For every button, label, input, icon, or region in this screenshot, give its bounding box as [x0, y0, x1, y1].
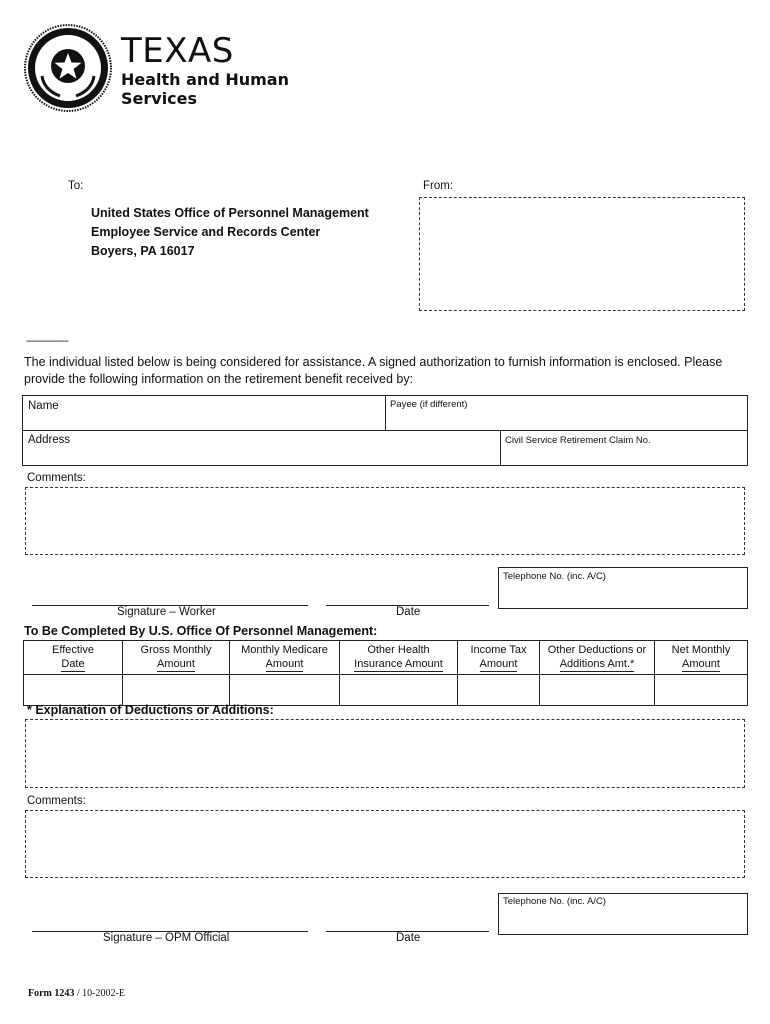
logo-subtitle	[121, 70, 289, 108]
from-label: From:	[423, 180, 454, 192]
col-divider	[385, 395, 386, 430]
table-cell[interactable]	[123, 675, 230, 706]
opm-benefit-table	[23, 640, 748, 706]
opm-comments-box[interactable]	[25, 810, 745, 878]
row-divider	[22, 430, 748, 431]
address-field[interactable]: Address	[28, 434, 71, 446]
from-address-box[interactable]	[419, 197, 745, 311]
form-version: / 10-2002-E	[74, 988, 125, 999]
form-number	[28, 988, 125, 999]
signature-worker-label: Signature – Worker	[117, 606, 216, 618]
opm-telephone-label: Telephone No. (inc. A/C)	[503, 896, 606, 907]
opm-date-label: Date	[396, 932, 421, 944]
explanation-title: * Explanation of Deductions or Additions:	[27, 703, 274, 717]
to-address-line: Boyers, PA 16017	[91, 244, 195, 258]
logo-title: TEXAS	[121, 31, 234, 71]
column-header: Income Tax Amount	[458, 641, 540, 675]
to-address-line: Employee Service and Records Center	[91, 225, 321, 239]
table-cell[interactable]	[24, 675, 123, 706]
table-cell[interactable]	[340, 675, 458, 706]
table-header-row	[24, 641, 748, 675]
table-cell[interactable]	[540, 675, 655, 706]
column-header: Gross Monthly Amount	[123, 641, 230, 675]
col-divider	[500, 430, 501, 466]
column-header: Effective Date	[24, 641, 123, 675]
to-address	[91, 204, 369, 261]
intro-text	[24, 354, 744, 388]
separator: ------------------	[26, 336, 68, 347]
column-header: Other Health Insurance Amount	[340, 641, 458, 675]
explanation-box[interactable]	[25, 719, 745, 788]
column-header: Net Monthly Amount	[655, 641, 748, 675]
comments-box[interactable]	[25, 487, 745, 555]
logo-line-3: Services	[121, 89, 198, 108]
name-field[interactable]: Name	[28, 400, 59, 412]
column-header: Other Deductions or Additions Amt.*	[540, 641, 655, 675]
column-header: Monthly Medicare Amount	[230, 641, 340, 675]
form-id: Form 1243	[28, 988, 75, 999]
opm-section-title: To Be Completed By U.S. Office Of Personnel Management:	[24, 624, 378, 638]
date-label: Date	[396, 606, 421, 618]
signature-official-label: Signature – OPM Official	[103, 932, 230, 944]
payee-field[interactable]: Payee (if different)	[390, 399, 468, 410]
telephone-label: Telephone No. (inc. A/C)	[503, 571, 606, 582]
to-label: To:	[68, 180, 84, 192]
table-cell[interactable]	[655, 675, 748, 706]
logo-line-2: Health and Human	[121, 70, 289, 89]
comments-label: Comments:	[27, 472, 86, 484]
to-address-line: United States Office of Personnel Management	[91, 206, 369, 220]
intro-line-2: provide the following information on the retirement benefit received by:	[24, 372, 414, 386]
table-cell[interactable]	[230, 675, 340, 706]
table-row	[24, 675, 748, 706]
intro-line-1: The individual listed below is being considered for assistance. A signed authorization to furnish information is enclosed. Please	[24, 355, 723, 369]
table-cell[interactable]	[458, 675, 540, 706]
texas-seal-logo	[24, 24, 112, 112]
opm-comments-label: Comments:	[27, 795, 86, 807]
claim-number-field[interactable]: Civil Service Retirement Claim No.	[505, 435, 651, 446]
